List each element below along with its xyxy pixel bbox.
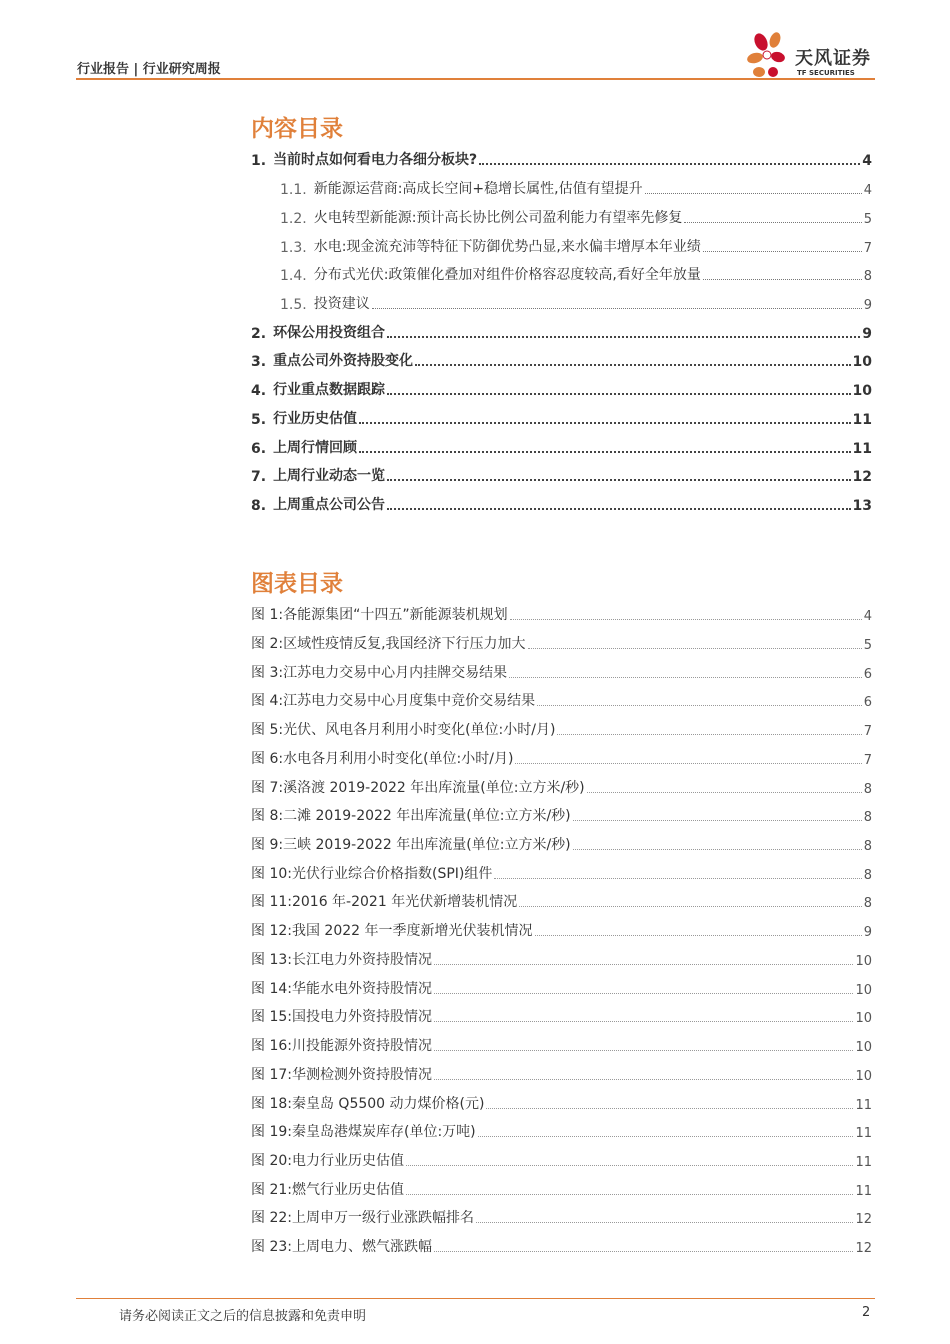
figure-entry-text: 图 18:秦皇岛 Q5500 动力煤价格(元) xyxy=(251,1096,485,1112)
toc-subentry[interactable] xyxy=(280,207,872,227)
toc-entry-page: 5 xyxy=(863,212,872,227)
toc-subentry[interactable] xyxy=(280,236,872,256)
dot-leader xyxy=(645,193,862,194)
figure-entry[interactable] xyxy=(251,834,872,854)
figure-entry-page: 11 xyxy=(855,1098,872,1113)
figure-entry-text: 图 17:华测检测外资持股情况 xyxy=(251,1067,432,1083)
toc-entry-number: 4. xyxy=(251,383,267,399)
toc-entry-number: 1.4. xyxy=(280,268,307,284)
company-logo xyxy=(745,30,885,80)
figure-entry-text: 图 13:长江电力外资持股情况 xyxy=(251,952,432,968)
dot-leader xyxy=(510,619,862,620)
figure-entry-page: 8 xyxy=(863,896,872,911)
toc-entry-text: 上周重点公司公告 xyxy=(273,497,386,513)
figure-entry[interactable] xyxy=(251,949,872,969)
figure-entry[interactable] xyxy=(251,891,872,911)
toc-entry-text: 当前时点如何看电力各细分板块? xyxy=(273,152,478,168)
toc-entry-page: 13 xyxy=(852,498,872,514)
dot-leader xyxy=(519,906,862,907)
toc-entry-page: 11 xyxy=(852,412,872,428)
flower-logo-icon xyxy=(745,30,791,80)
dot-leader xyxy=(387,336,860,338)
page-number: 2 xyxy=(862,1305,871,1320)
dot-leader xyxy=(703,251,862,252)
toc-subentry[interactable] xyxy=(280,264,872,284)
toc-entry[interactable] xyxy=(251,465,872,485)
figure-entry[interactable] xyxy=(251,1236,872,1256)
figure-entry-page: 10 xyxy=(855,1069,872,1084)
toc-entry[interactable] xyxy=(251,149,872,169)
header-divider xyxy=(76,78,875,80)
figure-entry-text: 图 12:我国 2022 年一季度新增光伏装机情况 xyxy=(251,923,533,939)
dot-leader xyxy=(494,878,861,879)
figure-entry-text: 图 5:光伏、风电各月利用小时变化(单位:小时/月) xyxy=(251,722,556,738)
figure-entry-text: 图 3:江苏电力交易中心月内挂牌交易结果 xyxy=(251,665,508,681)
figure-entry-page: 11 xyxy=(855,1126,872,1141)
figure-entry[interactable] xyxy=(251,978,872,998)
figure-entry-page: 9 xyxy=(863,925,872,940)
figure-entry[interactable] xyxy=(251,1064,872,1084)
dot-leader xyxy=(557,734,861,735)
dot-leader xyxy=(476,1222,853,1223)
figure-entry-page: 7 xyxy=(863,753,872,768)
figures-title: 图表目录 xyxy=(251,571,343,597)
toc-entry-number: 2. xyxy=(251,326,267,342)
figure-entry-text: 图 7:溪洛渡 2019-2022 年出库流量(单位:立方米/秒) xyxy=(251,780,585,796)
figure-entry-text: 图 19:秦皇岛港煤炭库存(单位:万吨) xyxy=(251,1124,476,1140)
figure-entry-page: 12 xyxy=(855,1212,872,1227)
figure-entry[interactable] xyxy=(251,604,872,624)
dot-leader xyxy=(434,1050,853,1051)
figure-entry[interactable] xyxy=(251,1035,872,1055)
toc-entry-text: 火电转型新能源:预计高长协比例公司盈利能力有望率先修复 xyxy=(313,210,683,226)
toc-entry-number: 1.2. xyxy=(280,211,307,227)
report-type-label: 行业报告 | 行业研究周报 xyxy=(77,62,221,77)
figure-entry-text: 图 16:川投能源外资持股情况 xyxy=(251,1038,432,1054)
figure-entry-page: 11 xyxy=(855,1155,872,1170)
toc-entry-text: 行业重点数据跟踪 xyxy=(273,382,386,398)
toc-entry-page: 10 xyxy=(852,354,872,370)
toc-entry-page: 9 xyxy=(862,326,872,342)
toc-entry-number: 6. xyxy=(251,441,267,457)
dot-leader xyxy=(573,820,862,821)
toc-entry[interactable] xyxy=(251,494,872,514)
toc-entry-text: 重点公司外资持股变化 xyxy=(273,353,414,369)
figure-entry-text: 图 15:国投电力外资持股情况 xyxy=(251,1009,432,1025)
figure-entry[interactable] xyxy=(251,1006,872,1026)
toc-entry-page: 8 xyxy=(863,269,872,284)
logo-english-name: TF SECURITIES xyxy=(797,69,855,77)
figure-entry[interactable] xyxy=(251,777,872,797)
figure-entry[interactable] xyxy=(251,719,872,739)
toc-title: 内容目录 xyxy=(251,116,343,142)
figure-entry-page: 11 xyxy=(855,1184,872,1199)
toc-entry-text: 上周行情回顾 xyxy=(273,440,358,456)
dot-leader xyxy=(573,849,862,850)
toc-entry[interactable] xyxy=(251,322,872,342)
figure-entry-text: 图 8:二滩 2019-2022 年出库流量(单位:立方米/秒) xyxy=(251,808,571,824)
disclaimer-text: 请务必阅读正文之后的信息披露和免责申明 xyxy=(119,1309,367,1324)
figure-entry-page: 4 xyxy=(863,609,872,624)
dot-leader xyxy=(415,364,850,366)
dot-leader xyxy=(434,1251,853,1252)
figure-entry[interactable] xyxy=(251,748,872,768)
figure-entry-page: 10 xyxy=(855,983,872,998)
dot-leader xyxy=(587,792,862,793)
figure-entry-text: 图 20:电力行业历史估值 xyxy=(251,1153,404,1169)
figure-entry-text: 图 6:水电各月利用小时变化(单位:小时/月) xyxy=(251,751,514,767)
figure-entry[interactable] xyxy=(251,805,872,825)
figure-entry-page: 6 xyxy=(863,695,872,710)
toc-entry-number: 7. xyxy=(251,469,267,485)
dot-leader xyxy=(684,222,861,223)
toc-entry[interactable] xyxy=(251,379,872,399)
dot-leader xyxy=(406,1194,853,1195)
figure-entry[interactable] xyxy=(251,1207,872,1227)
toc-entry-number: 8. xyxy=(251,498,267,514)
dot-leader xyxy=(509,677,862,678)
toc-entry[interactable] xyxy=(251,350,872,370)
dot-leader xyxy=(387,393,850,395)
figure-entry[interactable] xyxy=(251,1150,872,1170)
toc-entry-text: 行业历史估值 xyxy=(273,411,358,427)
dot-leader xyxy=(372,308,862,309)
figure-entry[interactable] xyxy=(251,690,872,710)
toc-entry-text: 分布式光伏:政策催化叠加对组件价格容忍度较高,看好全年放量 xyxy=(313,267,701,283)
figure-entry-page: 10 xyxy=(855,1011,872,1026)
figure-entry-page: 8 xyxy=(863,810,872,825)
figure-entry[interactable] xyxy=(251,1179,872,1199)
toc-entry-number: 5. xyxy=(251,412,267,428)
figure-entry-text: 图 1:各能源集团“十四五”新能源装机规划 xyxy=(251,607,508,623)
figure-entry-text: 图 21:燃气行业历史估值 xyxy=(251,1182,404,1198)
figure-entry-page: 8 xyxy=(863,782,872,797)
figure-entry[interactable] xyxy=(251,1121,872,1141)
dot-leader xyxy=(535,935,862,936)
dot-leader xyxy=(434,964,853,965)
toc-entry-page: 9 xyxy=(863,298,872,313)
toc-entry-number: 1.3. xyxy=(280,240,307,256)
dot-leader xyxy=(406,1165,853,1166)
toc-entry-number: 3. xyxy=(251,354,267,370)
dot-leader xyxy=(478,1136,854,1137)
toc-entry-text: 新能源运营商:高成长空间+稳增长属性,估值有望提升 xyxy=(313,181,643,197)
figure-entry-page: 7 xyxy=(863,724,872,739)
figure-entry-text: 图 23:上周电力、燃气涨跌幅 xyxy=(251,1239,432,1255)
figure-entry[interactable] xyxy=(251,633,872,653)
toc-entry-number: 1.1. xyxy=(280,182,307,198)
figure-entry-text: 图 4:江苏电力交易中心月度集中竞价交易结果 xyxy=(251,693,536,709)
toc-entry-page: 12 xyxy=(852,469,872,485)
footer-divider xyxy=(76,1298,875,1299)
toc-entry[interactable] xyxy=(251,437,872,457)
dot-leader xyxy=(528,648,862,649)
figure-entry[interactable] xyxy=(251,662,872,682)
figure-entry-text: 图 11:2016 年-2021 年光伏新增装机情况 xyxy=(251,894,518,910)
dot-leader xyxy=(387,479,850,481)
figure-entry-page: 10 xyxy=(855,954,872,969)
figure-entry-text: 图 10:光伏行业综合价格指数(SPI)组件 xyxy=(251,866,493,882)
figure-entry-text: 图 22:上周申万一级行业涨跌幅排名 xyxy=(251,1210,474,1226)
toc-entry-text: 上周行业动态一览 xyxy=(273,468,386,484)
toc-entry-text: 环保公用投资组合 xyxy=(273,325,386,341)
dot-leader xyxy=(515,763,861,764)
dot-leader xyxy=(486,1108,853,1109)
toc-entry-number: 1.5. xyxy=(280,297,307,313)
figure-entry-page: 5 xyxy=(863,638,872,653)
toc-subentry[interactable] xyxy=(280,178,872,198)
figure-entry-text: 图 14:华能水电外资持股情况 xyxy=(251,981,432,997)
figure-entry[interactable] xyxy=(251,863,872,883)
toc-entry-page: 10 xyxy=(852,383,872,399)
logo-chinese-name: 天风证券 xyxy=(795,48,871,69)
figure-entry-text: 图 9:三峡 2019-2022 年出库流量(单位:立方米/秒) xyxy=(251,837,571,853)
figure-entry-page: 6 xyxy=(863,667,872,682)
toc-entry-page: 7 xyxy=(863,241,872,256)
figure-entry-page: 8 xyxy=(863,839,872,854)
toc-entry-page: 4 xyxy=(863,183,872,198)
toc-entry-text: 水电:现金流充沛等特征下防御优势凸显,来水偏丰增厚本年业绩 xyxy=(313,239,701,255)
figure-entry-text: 图 2:区域性疫情反复,我国经济下行压力加大 xyxy=(251,636,526,652)
dot-leader xyxy=(434,1021,853,1022)
toc-entry-page: 11 xyxy=(852,441,872,457)
figure-entry-page: 10 xyxy=(855,1040,872,1055)
dot-leader xyxy=(387,508,850,510)
toc-subentry[interactable] xyxy=(280,293,872,313)
dot-leader xyxy=(359,451,850,453)
dot-leader xyxy=(703,279,862,280)
figure-entry-page: 12 xyxy=(855,1241,872,1256)
figure-entry[interactable] xyxy=(251,1093,872,1113)
dot-leader xyxy=(359,422,850,424)
toc-entry-text: 投资建议 xyxy=(313,296,370,312)
dot-leader xyxy=(434,993,853,994)
toc-entry-number: 1. xyxy=(251,153,267,169)
figure-entry[interactable] xyxy=(251,920,872,940)
dot-leader xyxy=(479,163,860,165)
dot-leader xyxy=(537,705,862,706)
toc-entry[interactable] xyxy=(251,408,872,428)
toc-entry-page: 4 xyxy=(862,153,872,169)
figure-entry-page: 8 xyxy=(863,868,872,883)
dot-leader xyxy=(434,1079,853,1080)
